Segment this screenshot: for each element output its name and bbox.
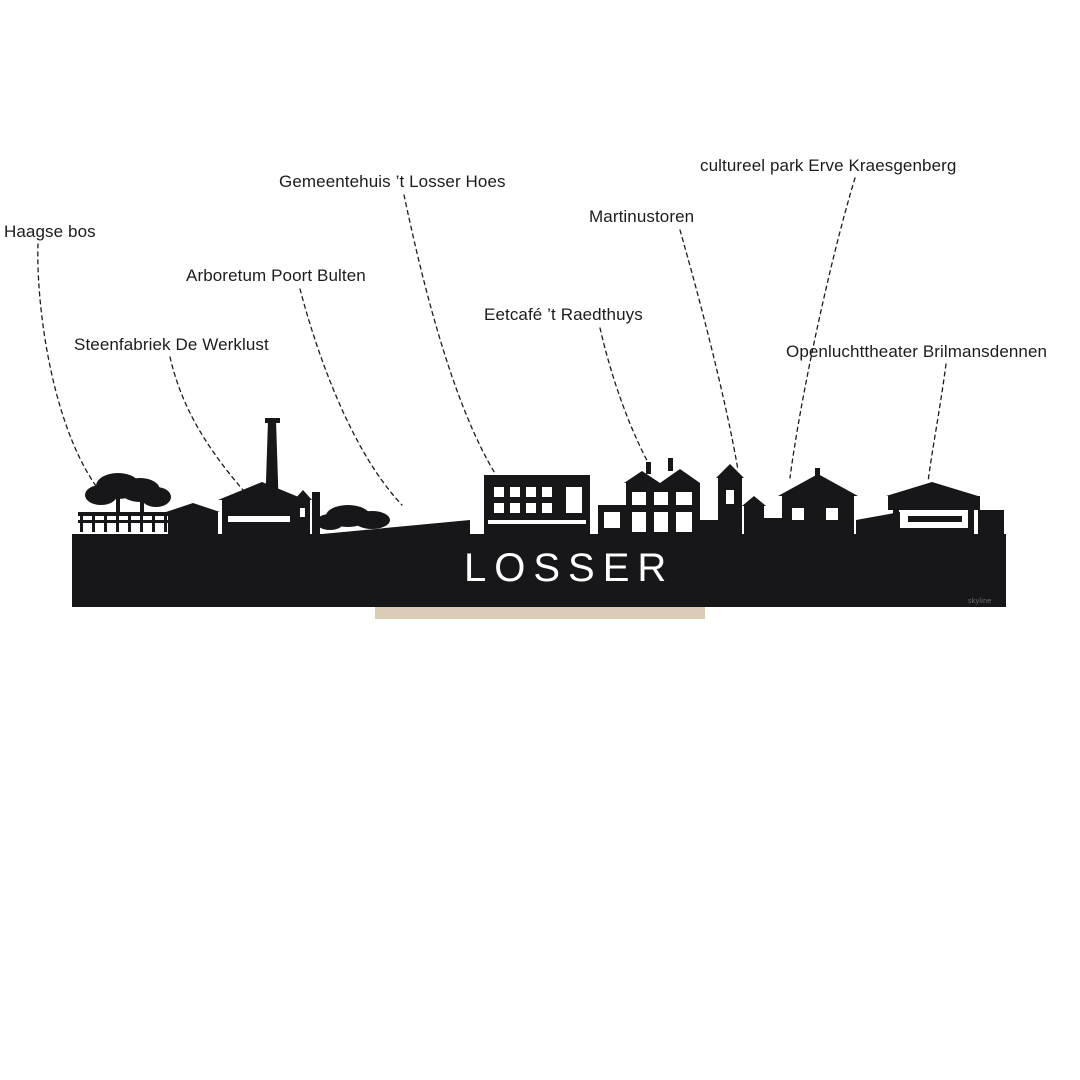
open-air-theatre xyxy=(886,482,1004,534)
label-haagse-bos: Haagse bos xyxy=(4,222,96,241)
tree-cluster xyxy=(78,473,174,532)
label-eetcafe-t-raedthuys: Eetcafé ’t Raedthuys xyxy=(484,305,643,324)
low-barn-roof xyxy=(166,503,220,512)
park-farmhouse xyxy=(778,468,900,534)
label-martinustoren: Martinustoren xyxy=(589,207,695,226)
factory-building xyxy=(218,482,320,534)
link-roof-a xyxy=(700,520,718,534)
arboretum-trees xyxy=(316,505,470,534)
wordmark-losser: LOSSER xyxy=(464,546,675,590)
label-arboretum-poort-bulten: Arboretum Poort Bulten xyxy=(186,266,366,285)
link-roof-b xyxy=(764,518,782,534)
label-cultureel-park-erve-kraesgenberg: cultureel park Erve Kraesgenberg xyxy=(700,156,957,175)
church-tower xyxy=(716,464,766,534)
artist-signature: skyline xyxy=(968,598,992,605)
town-hall xyxy=(484,475,590,534)
label-openluchttheater-brilmansdennen: Openluchttheater Brilmansdennen xyxy=(786,342,1048,361)
label-steenfabriek-de-werklust: Steenfabriek De Werklust xyxy=(74,335,269,354)
raedthuys-building xyxy=(598,458,700,534)
display-base xyxy=(375,607,705,619)
label-gemeentehuis-t-losser-hoes: Gemeentehuis ’t Losser Hoes xyxy=(279,172,506,191)
low-barn xyxy=(168,512,218,534)
